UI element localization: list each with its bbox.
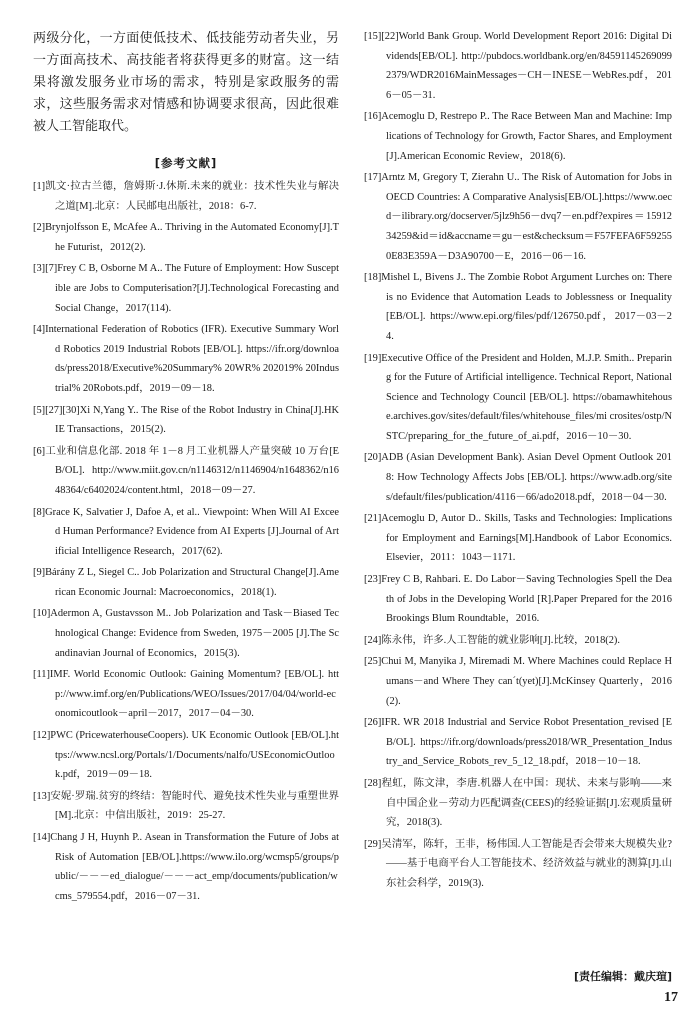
body-paragraph: 两级分化，一方面使低技术、低技能劳动者失业，另一方面高技术、高技能者将获得更多的财富。这一结果将激发服务业市场的需求，特别是家政服务的需求，这些服务需求对情感和协调要求很高，因此很难被人工智能取代。 — [33, 31, 339, 134]
reference-item: [25]Chui M, Manyika J, Miremadi M. Where Machines could Replace Humans－and Where They can´t(yet)[J].McKinsey Quarterly，2016(2). — [364, 656, 672, 707]
reference-item: [6]工业和信息化部. 2018 年 1－8 月工业机器人产量突破 10 万台[EB/OL]. http://www.miit.gov.cn/n1146312/n1146904/n1648362/n1648364/c6402024/content.html，2018－09－27. — [33, 445, 339, 496]
reference-list-right — [364, 27, 672, 896]
reference-item: [17]Arntz M, Gregory T, Zierahn U.. The Risk of Automation for Jobs in OECD Countries: A Comparative Analysis[EB/OL].https://www.oecd－ilibrary.org/docserver/5jlz9h56－dvq7－en.pdf?expires＝1591234259&id＝id&accname＝gu－est&checksum＝F57FEFA6F592550E83E359A－D3A90700－E，2016－06－16. — [364, 172, 672, 262]
reference-item: [9]Bárány Z L, Siegel C.. Job Polarization and Structural Change[J].American Economic Journal: Macroeconomics，2018(1). — [33, 567, 339, 598]
reference-item: [12]PWC (PricewaterhouseCoopers). UK Economic Outlook [EB/OL].https://www.ncsl.org/Portals/1/Documents/nalfo/USEconomicOutlook.pdf，2019－09－18. — [33, 730, 339, 781]
reference-item: [20]ADB (Asian Development Bank). Asian Devel Opment Outlook 2018: How Technology Affects Jobs [EB/OL]. https://www.adb.org/sites/default/files/publication/4116－66/ado2018.pdf，2018－04－30. — [364, 452, 672, 503]
reference-item: [24]陈永伟，许多.人工智能的就业影响[J].比较，2018(2). — [364, 634, 620, 646]
reference-list-left — [33, 177, 339, 908]
reference-item: [3][7]Frey C B, Osborne M A.. The Future of Employment: How Susceptible are Jobs to Computerisation?[J].Technological Forecasting and Social Change，2017(114). — [33, 263, 339, 314]
references-heading: [参考文献] — [154, 156, 218, 170]
reference-item: [16]Acemoglu D, Restrepo P.. The Race Between Man and Machine: Implications of Technology for Growth, Factor Shares, and Employment[J].American Economic Review，2018(6). — [364, 111, 672, 162]
reference-item: [13]安妮·罗瑞.贫穷的终结：智能时代、避免技术性失业与重塑世界[M].北京：中信出版社，2019：25-27. — [33, 790, 339, 822]
reference-item: [23]Frey C B, Rahbari. E. Do Labor－Saving Technologies Spell the Death of Jobs in the Developing World [R].Paper Prepared for the 2016 Brookings Blum Roundtable，2016. — [364, 574, 672, 625]
reference-item: [1]凯文·拉古兰德，詹姆斯·J.休斯.未来的就业：技术性失业与解决之道[M].北京：人民邮电出版社，2018：6-7. — [33, 181, 339, 212]
reference-item: [21]Acemoglu D, Autor D.. Skills, Tasks and Technologies: Implications for Employment and Earnings[M].Handbook of Labor Economics. Elsevier，2011：1043－1171. — [364, 513, 672, 564]
reference-item: [8]Grace K, Salvatier J, Dafoe A, et al.. Viewpoint: When Will AI Exceed Human Performance? Evidence from AI Experts [J].Journal of Artificial Intelligence Research，2017(62). — [33, 506, 339, 557]
reference-item: [14]Chang J H, Huynh P.. Asean in Transformation the Future of Jobs at Risk of Automation [EB/OL].https://www.ilo.org/wcmsp5/groups/public/－－－ed_dialogue/－－－act_emp/documents/publication/wcms_579554.pdf，2016－07－31. — [33, 832, 339, 902]
reference-item: [11]IMF. World Economic Outlook: Gaining Momentum? [EB/OL]. http://www.imf.org/en/Publications/WEO/Issues/2017/04/04/world-economicoutlook－april－2017，2017－04－30. — [33, 669, 339, 720]
reference-item: [26]IFR. WR 2018 Industrial and Service Robot Presentation_revised [EB/OL]. https://ifr.org/downloads/press2018/WR_Presentation_Industry_and_Service_Robots_rev_5_12_18.pdf，2018－10－18. — [364, 717, 672, 768]
reference-item: [15][22]World Bank Group. World Development Report 2016: Digital Dividends[EB/OL]. http://pubdocs.worldbank.org/en/845911452690992379/WDR2016MainMessages－CH－INESE－WebRes.pdf，2016－05－31. — [364, 31, 672, 101]
reference-item: [2]Brynjolfsson E, McAfee A.. Thriving in the Automated Economy[J].The Futurist，2012(2). — [33, 222, 339, 253]
reference-item: [18]Mishel L, Bivens J.. The Zombie Robot Argument Lurches on: There is no Evidence that Automation Leads to Joblessness or Inequality [EB/OL]. https://www.epi.org/files/pdf/126750.pdf，2017－03－24. — [364, 272, 672, 342]
reference-item: [5][27][30]Xi N,Yang Y.. The Rise of the Robot Industry in China[J].HKIE Transactions，2015(2). — [33, 404, 339, 436]
reference-item: [4]International Federation of Robotics (IFR). Executive Summary World Robotics 2019 Industrial Robots [EB/OL]. https://ifr.org/downloads/press2018/Executive%20Summary% 20WR% 202019% 20Industrial% 20Robots.pdf，2019－09－18. — [33, 324, 339, 394]
reference-item: [19]Executive Office of the President and Holden, M.J.P. Smith.. Preparing for the Future of Artificial intelligence. Technical Report, National Science and Technology Council [EB/OL]. https://obamawhitehouse.archives.gov/sites/default/files/whitehouse_files/mi crosites/ostp/NSTC/preparing_for_the_future_of_ai.pdf，2016－10－30. — [364, 352, 672, 442]
reference-item: [29]吴清军，陈轩，王非，杨伟国.人工智能是否会带来大规模失业?——基于电商平台人工智能技术、经济效益与就业的测算[J].山东社会科学，2019(3). — [364, 838, 672, 889]
reference-item: [28]程虹，陈文津，李唐.机器人在中国：现状、未来与影响——来自中国企业－劳动力匹配调查(CEES)的经验证据[J].宏观质量研究，2018(3). — [364, 777, 672, 829]
page-number: 17 — [664, 990, 678, 1005]
editor-note: [责任编辑：戴庆瑄] — [573, 970, 672, 983]
reference-item: [10]Adermon A, Gustavsson M.. Job Polarization and Task－Biased Technological Change: Evidence from Sweden, 1975－2005 [J].The Scandinavian Journal of Economics，2015(3). — [33, 608, 339, 659]
